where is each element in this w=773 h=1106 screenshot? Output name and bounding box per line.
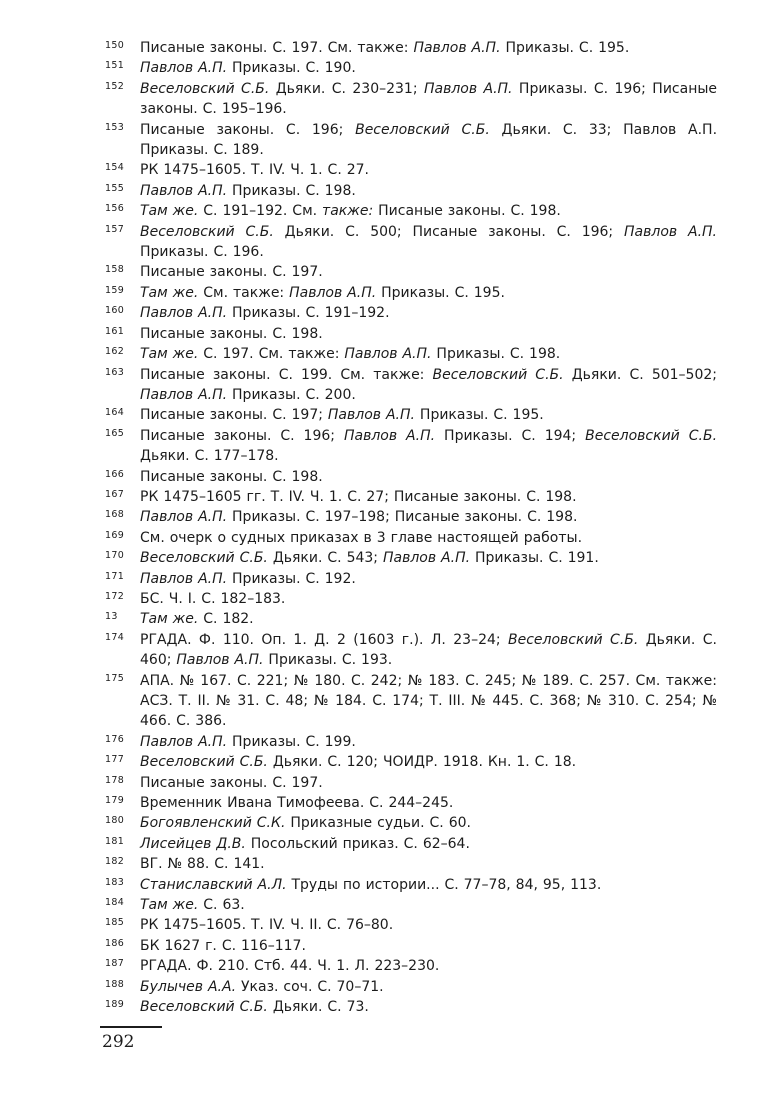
footnote-text bbox=[140, 732, 717, 752]
footnote-number: 158 bbox=[105, 264, 125, 276]
footnote-text-italic-segment: Павлов А.П. bbox=[382, 550, 471, 567]
footnote-item bbox=[105, 283, 717, 303]
footnote-text bbox=[140, 38, 717, 58]
footnote-number: 169 bbox=[105, 529, 125, 541]
footnote-text bbox=[140, 793, 717, 813]
footnote-item bbox=[105, 915, 717, 935]
footnote-number: 151 bbox=[105, 60, 125, 72]
footnote-text bbox=[140, 977, 717, 997]
footnote-number: 156 bbox=[105, 203, 125, 215]
footnote-item bbox=[105, 752, 717, 772]
footnote-number: 175 bbox=[105, 672, 125, 684]
footnote-item bbox=[105, 160, 717, 180]
footnote-text-italic-segment: Там же. bbox=[140, 611, 199, 628]
footnote-number: 164 bbox=[105, 407, 125, 419]
footnote-text-segment: Писаные законы. С. 198. bbox=[373, 203, 561, 220]
footnote-text-segment: РГАДА. Ф. 210. Стб. 44. Ч. 1. Л. 223–230. bbox=[140, 958, 440, 975]
footnote-text-italic-segment: Павлов А.П. bbox=[343, 427, 436, 444]
footnote-number: 180 bbox=[105, 815, 125, 827]
footnote-number: 177 bbox=[105, 754, 125, 766]
footnote-text-segment: С. 63. bbox=[198, 897, 245, 914]
footnote-text-segment: Приказы. С. 195. bbox=[500, 40, 630, 56]
footnote-text bbox=[140, 507, 717, 527]
footer-rule bbox=[100, 1026, 162, 1028]
footnote-number: 160 bbox=[105, 305, 125, 317]
footnote-item bbox=[105, 365, 717, 406]
footnote-text-segment: Приказы. С. 199. bbox=[227, 733, 356, 750]
footnote-item bbox=[105, 38, 717, 58]
footnote-text-segment: Дьяки. С. 73. bbox=[267, 999, 369, 1016]
footnote-number: 170 bbox=[105, 550, 125, 562]
footnote-text-italic-segment: Павлов А.П. bbox=[327, 407, 415, 424]
footnote-text bbox=[140, 854, 717, 874]
footnote-number: 182 bbox=[105, 856, 125, 868]
footnote-text-italic-segment: Веселовский С.Б. bbox=[140, 550, 268, 567]
footnote-text-italic-segment: Веселовский С.Б. bbox=[585, 427, 718, 444]
footnote-text-segment: Дьяки. С. 460; bbox=[140, 631, 717, 669]
footnote-text-italic-segment: Станиславский А.Л. bbox=[140, 876, 287, 893]
footnote-text-segment: Приказы. С. 191–192. bbox=[227, 305, 390, 322]
footnote-text-segment: Дьяки. С. 501–502; bbox=[563, 366, 717, 383]
footnote-item bbox=[105, 120, 717, 161]
footnote-text-italic-segment: Булычев А.А. bbox=[140, 978, 237, 995]
footnote-number: 189 bbox=[105, 999, 125, 1011]
footnote-text-segment: Указ. соч. С. 70–71. bbox=[236, 978, 384, 995]
footnote-number: 187 bbox=[105, 958, 125, 970]
footnote-text bbox=[140, 997, 717, 1017]
footnote-text bbox=[140, 752, 717, 772]
footnote-text-segment: Писаные законы. С. 198. bbox=[140, 468, 323, 485]
footnote-text bbox=[140, 467, 717, 487]
footnote-text-segment: Приказы. С. 190. bbox=[227, 60, 356, 77]
footnote-item bbox=[105, 262, 717, 282]
footnote-item bbox=[105, 426, 717, 467]
footnote-text bbox=[140, 160, 717, 180]
footnote-text-italic-segment: Там же. bbox=[140, 897, 199, 914]
footnote-text-italic-segment: Веселовский С.Б. bbox=[140, 223, 274, 240]
footnote-text-segment: Приказы. С. 195. bbox=[414, 407, 544, 424]
footnote-text bbox=[140, 487, 717, 507]
footnote-text-italic-segment: Павлов А.П. bbox=[423, 80, 513, 97]
footnote-item bbox=[105, 732, 717, 752]
footnote-number: 159 bbox=[105, 284, 125, 296]
footnote-item bbox=[105, 467, 717, 487]
footnote-text bbox=[140, 405, 717, 425]
footnote-item bbox=[105, 344, 717, 364]
footnote-item bbox=[105, 79, 717, 120]
footnote-text-segment: Писаные законы. С. 198. bbox=[140, 325, 323, 342]
footnote-text-segment: Дьяки. С. 500; Писаные законы. С. 196; bbox=[273, 223, 625, 240]
footnote-item bbox=[105, 997, 717, 1017]
footnote-text bbox=[140, 936, 717, 956]
footnote-text-italic-segment: Веселовский С.Б. bbox=[355, 121, 490, 138]
footnote-text bbox=[140, 283, 717, 303]
footnote-text-segment: Дьяки. С. 33; Павлов А.П. Приказы. С. 189. bbox=[140, 121, 718, 159]
footnote-text-italic-segment: Павлов А.П. bbox=[289, 284, 377, 301]
footnote-number: 178 bbox=[105, 774, 125, 786]
footnote-item bbox=[105, 875, 717, 895]
footnote-text-segment: См. очерк о судных приказах в 3 главе настоящей работы. bbox=[140, 529, 583, 546]
footnote-text-segment: РК 1475–1605 гг. Т. IV. Ч. 1. С. 27; Писаные законы. С. 198. bbox=[140, 488, 577, 505]
footnote-number: 150 bbox=[105, 40, 125, 51]
footnote-text-segment: Приказы. С. 198. bbox=[431, 346, 561, 363]
footnote-number: 172 bbox=[105, 590, 125, 602]
footnote-item bbox=[105, 487, 717, 507]
footnote-text bbox=[140, 120, 717, 161]
footnote-item bbox=[105, 671, 717, 732]
footnote-item bbox=[105, 222, 717, 263]
footnote-text-italic-segment: Павлов А.П. bbox=[140, 305, 228, 322]
page-number: 292 bbox=[102, 1032, 135, 1052]
footnote-text bbox=[140, 262, 717, 282]
footnote-item bbox=[105, 589, 717, 609]
footnote-text-italic-segment: Там же. bbox=[140, 284, 199, 301]
footnote-text-segment: Приказы. С. 191. bbox=[470, 550, 599, 567]
footnote-number: 165 bbox=[105, 427, 125, 439]
footnote-text-segment: Писаные законы. С. 197. См. также: bbox=[140, 40, 414, 56]
footnote-text-segment: РГАДА. Ф. 110. Оп. 1. Д. 2 (1603 г.). Л. 23–24; bbox=[140, 631, 509, 648]
footnote-text-segment: Писаные законы. С. 197; bbox=[140, 407, 328, 424]
footnote-text bbox=[140, 956, 717, 976]
footnote-item bbox=[105, 303, 717, 323]
footnote-text-segment: Приказы. С. 192. bbox=[227, 570, 356, 587]
footnote-text-segment: Приказы. С. 197–198; Писаные законы. С. 198. bbox=[227, 509, 578, 526]
footnote-text-segment: БС. Ч. I. С. 182–183. bbox=[140, 590, 286, 607]
footnote-item bbox=[105, 834, 717, 854]
footnote-text-segment: Дьяки. С. 177–178. bbox=[140, 448, 279, 465]
footnote-number: 155 bbox=[105, 182, 125, 194]
footnote-text-italic-segment: Павлов А.П. bbox=[344, 346, 432, 363]
footnote-text bbox=[140, 58, 717, 78]
footnote-text-italic-segment: также: bbox=[322, 203, 374, 220]
footnote-text-segment: Приказы. С. 200. bbox=[227, 386, 356, 403]
footnote-text-segment: Временник Ивана Тимофеева. С. 244–245. bbox=[140, 795, 454, 812]
footnote-text bbox=[140, 79, 717, 120]
footnote-text-segment: Приказы. С. 196. bbox=[140, 244, 264, 261]
footnote-item bbox=[105, 956, 717, 976]
footnote-text-segment: Писаные законы. С. 197. bbox=[140, 774, 323, 791]
footnote-text-italic-segment: Павлов А.П. bbox=[624, 223, 717, 240]
footnote-text bbox=[140, 426, 717, 467]
footnote-text bbox=[140, 548, 717, 568]
footnote-number: 179 bbox=[105, 795, 125, 807]
footnote-number: 167 bbox=[105, 488, 125, 500]
footnote-item bbox=[105, 569, 717, 589]
footnote-text bbox=[140, 671, 717, 732]
footnote-number: 152 bbox=[105, 80, 125, 92]
footnote-text bbox=[140, 834, 717, 854]
footnote-item bbox=[105, 977, 717, 997]
footnote-item bbox=[105, 181, 717, 201]
footnote-item bbox=[105, 609, 717, 629]
footnote-text-segment: Приказы. С. 193. bbox=[263, 652, 393, 669]
footnotes-list bbox=[105, 38, 717, 1018]
footnote-text bbox=[140, 365, 717, 406]
footnote-text-segment: АПА. № 167. С. 221; № 180. С. 242; № 183. С. 245; № 189. С. 257. См. также: АСЗ. Т. II. № 31. С. 48; № 184. С. 174; Т. III. № 445. С. 368; № 310. С. 254; № 466. С. 386. bbox=[140, 672, 717, 730]
footnote-text-segment: Приказы. С. 195. bbox=[376, 284, 505, 301]
footnote-text-segment: Писаные законы. С. 197. bbox=[140, 264, 323, 281]
footnote-text-segment: Приказные судьи. С. 60. bbox=[285, 815, 471, 832]
footnote-text-italic-segment: Веселовский С.Б. bbox=[140, 999, 268, 1016]
footnote-item bbox=[105, 793, 717, 813]
footnote-item bbox=[105, 548, 717, 568]
footnote-text-italic-segment: Павлов А.П. bbox=[140, 733, 228, 750]
footnote-item bbox=[105, 813, 717, 833]
footnote-number: 161 bbox=[105, 325, 125, 337]
footnote-text-segment: БК 1627 г. С. 116–117. bbox=[140, 937, 306, 954]
footnote-text bbox=[140, 201, 717, 221]
footnote-text bbox=[140, 181, 717, 201]
footnote-text bbox=[140, 303, 717, 323]
footnote-item bbox=[105, 528, 717, 548]
footnote-text-italic-segment: Павлов А.П. bbox=[140, 182, 228, 199]
footnote-text-italic-segment: Веселовский С.Б. bbox=[140, 754, 268, 771]
footnote-text bbox=[140, 528, 717, 548]
footnote-text bbox=[140, 569, 717, 589]
footnote-text-segment: Писаные законы. С. 196; bbox=[140, 121, 356, 138]
footnote-item bbox=[105, 895, 717, 915]
footnote-text-segment: РК 1475–1605. Т. IV. Ч. II. С. 76–80. bbox=[140, 917, 394, 934]
footnote-item bbox=[105, 936, 717, 956]
footnote-text-italic-segment: Веселовский С.Б. bbox=[432, 366, 564, 383]
footnote-text-segment: С. 182. bbox=[198, 611, 254, 628]
footnote-item bbox=[105, 201, 717, 221]
footnote-number: 183 bbox=[105, 876, 125, 888]
footnote-text bbox=[140, 813, 717, 833]
footnote-text-segment: Писаные законы. С. 199. См. также: bbox=[140, 366, 433, 383]
footnote-item bbox=[105, 58, 717, 78]
footnote-text-italic-segment: Павлов А.П. bbox=[140, 570, 228, 587]
footnote-text bbox=[140, 630, 717, 671]
footnote-number: 13 bbox=[105, 611, 118, 623]
footnote-text-segment: Писаные законы. С. 196; bbox=[140, 427, 344, 444]
footnote-number: 166 bbox=[105, 468, 125, 480]
footnote-item bbox=[105, 324, 717, 344]
footnote-text-italic-segment: Веселовский С.Б. bbox=[508, 631, 639, 648]
footnote-number: 154 bbox=[105, 162, 125, 174]
footnote-text-segment: Дьяки. С. 230–231; bbox=[269, 80, 424, 97]
footnote-text-italic-segment: Павлов А.П. bbox=[140, 386, 228, 403]
footnote-text-segment: ВГ. № 88. С. 141. bbox=[140, 856, 265, 873]
footnote-text-italic-segment: Павлов А.П. bbox=[140, 509, 228, 526]
footnote-item bbox=[105, 630, 717, 671]
footnote-number: 186 bbox=[105, 937, 125, 949]
footnote-number: 181 bbox=[105, 835, 125, 847]
footnote-text-segment: Посольский приказ. С. 62–64. bbox=[245, 835, 470, 852]
footnote-text bbox=[140, 773, 717, 793]
footnote-number: 163 bbox=[105, 366, 125, 378]
footnote-text bbox=[140, 915, 717, 935]
footnote-text bbox=[140, 222, 717, 263]
footnote-text-segment: РК 1475–1605. Т. IV. Ч. 1. С. 27. bbox=[140, 162, 369, 179]
footnote-text-segment: Труды по истории... С. 77–78, 84, 95, 113. bbox=[286, 876, 602, 893]
footnote-item bbox=[105, 405, 717, 425]
footnote-number: 153 bbox=[105, 121, 125, 133]
footnote-number: 184 bbox=[105, 897, 125, 909]
footnote-text-segment: С. 197. См. также: bbox=[198, 346, 345, 363]
footnote-text bbox=[140, 875, 717, 895]
footnote-item bbox=[105, 854, 717, 874]
footnote-number: 157 bbox=[105, 223, 125, 235]
footnote-text bbox=[140, 344, 717, 364]
footnote-text-italic-segment: Лисейцев Д.В. bbox=[140, 835, 246, 852]
footnote-text-segment: Приказы. С. 196; Писаные законы. С. 195–196. bbox=[140, 80, 718, 118]
footnote-number: 176 bbox=[105, 733, 125, 745]
footnote-item bbox=[105, 507, 717, 527]
footnote-text-segment: Приказы. С. 194; bbox=[435, 427, 586, 444]
footnote-text bbox=[140, 895, 717, 915]
footnote-text-italic-segment: Павлов А.П. bbox=[413, 40, 501, 56]
footnote-text-segment: См. также: bbox=[198, 284, 290, 301]
footnote-number: 168 bbox=[105, 509, 125, 521]
footnote-number: 185 bbox=[105, 917, 125, 929]
footnote-text-segment: Дьяки. С. 120; ЧОИДР. 1918. Кн. 1. С. 18. bbox=[267, 754, 577, 771]
footnote-text-italic-segment: Богоявленский С.К. bbox=[140, 815, 286, 832]
footnote-text-segment: Приказы. С. 198. bbox=[227, 182, 356, 199]
footnote-text-segment: Дьяки. С. 543; bbox=[267, 550, 383, 567]
page-footer bbox=[100, 1026, 300, 1052]
footnote-text-italic-segment: Павлов А.П. bbox=[176, 652, 264, 669]
footnote-text-italic-segment: Там же. bbox=[140, 203, 199, 220]
footnote-text-italic-segment: Павлов А.П. bbox=[140, 60, 228, 77]
footnote-text bbox=[140, 609, 717, 629]
footnote-text-segment: С. 191–192. См. bbox=[198, 203, 323, 220]
footnote-text bbox=[140, 589, 717, 609]
footnote-text-italic-segment: Там же. bbox=[140, 346, 199, 363]
footnote-number: 174 bbox=[105, 631, 125, 643]
footnote-text-italic-segment: Веселовский С.Б. bbox=[140, 80, 270, 97]
footnote-item bbox=[105, 773, 717, 793]
footnote-number: 162 bbox=[105, 346, 125, 358]
footnote-text bbox=[140, 324, 717, 344]
footnote-number: 188 bbox=[105, 978, 125, 990]
footnote-number: 171 bbox=[105, 570, 125, 582]
